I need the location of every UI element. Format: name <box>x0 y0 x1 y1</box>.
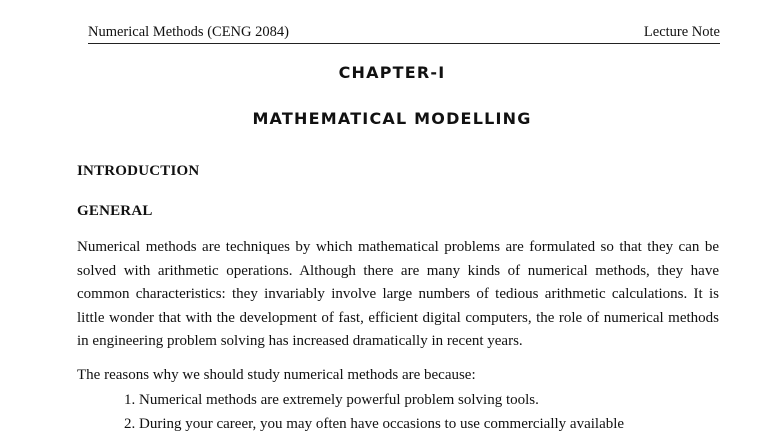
chapter-title: MATHEMATICAL MODELLING <box>252 109 532 128</box>
list-item-reason-1: 1. Numerical methods are extremely powerful problem solving tools. <box>124 392 539 408</box>
page-header <box>88 23 720 44</box>
paragraph-general: Numerical methods are techniques by which mathematical problems are formulated so that they can be solved with arithmetic operations. Although there are many kinds of numerical methods, they have common characteristics: they invariably involve large numbers of tedious arithmetic calculations. It is little wonder that with the development of fast, efficient digital computers, the role of numerical methods in engineering problem solving has increased dramatically in recent years. <box>77 239 719 350</box>
section-heading-introduction: INTRODUCTION <box>77 163 200 179</box>
list-item-reason-2: 2. During your career, you may often have occasions to use commercially available <box>124 416 625 432</box>
course-title: Numerical Methods (CENG 2084) <box>88 24 289 40</box>
section-heading-general: GENERAL <box>77 203 153 219</box>
paragraph-reasons-intro: The reasons why we should study numerical methods are because: <box>77 367 476 383</box>
chapter-number: CHAPTER-I <box>338 63 446 82</box>
document-type: Lecture Note <box>643 24 720 40</box>
